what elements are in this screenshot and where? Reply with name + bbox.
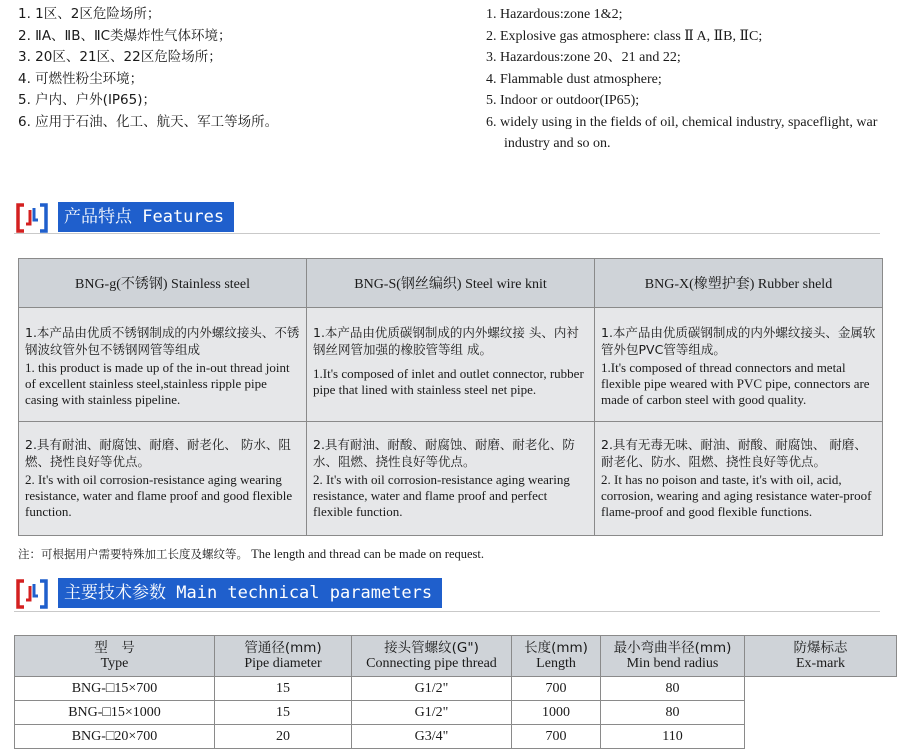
feature-text-zh: 1.本产品由优质碳钢制成的内外螺纹接头、金属软管外包PVC管等组成。 [601, 325, 876, 357]
feature-text-zh: 1.本产品由优质不锈钢制成的内外螺纹接头、不锈钢波纹管外包不锈钢网管等组成 [25, 325, 300, 357]
params-table [14, 635, 897, 749]
list-item: 4. Flammable dust atmosphere; [486, 71, 662, 87]
param-column-header: 防爆标志 Ex-mark [745, 636, 897, 677]
param-column-header: 最小弯曲半径(mm) Min bend radius [601, 636, 745, 677]
feature-text-en: 2. It's with oil corrosion-resistance aging wearing resistance, water and flame proof and good flexible function. [25, 472, 293, 519]
feature-column-header: BNG-g(不锈钢) Stainless steel [19, 259, 307, 308]
feature-text-zh: 2.具有无毒无味、耐油、耐酸、耐腐蚀、 耐磨、耐老化、防水、阻燃、挠性良好等优点。 [601, 437, 867, 469]
feature-text-en: 1.It's composed of thread connectors and metal flexible pipe weared with PVC pipe, connectors are made of carbon steel with good quality. [601, 360, 870, 407]
footnote-en: The length and thread can be made on request. [251, 547, 485, 561]
feature-text-zh: 1.本产品由优质碳钢制成的内外螺纹接 头、内衬钢丝网管加强的橡胶管等组 成。 [313, 325, 579, 357]
section-title: 主要技术参数 Main technical parameters [58, 578, 442, 608]
param-column-header: 管通径(mm) Pipe diameter [215, 636, 352, 677]
list-item: 2. ⅡA、ⅡB、ⅡC类爆炸性气体环境； [18, 27, 232, 44]
feature-cell [19, 308, 307, 422]
param-column-header: 型 号 Type [15, 636, 215, 677]
param-column-header: 接头管螺纹(G") Connecting pipe thread [352, 636, 512, 677]
feature-text-en: 1.It's composed of inlet and outlet connector, rubber pipe that lined with stainless steel net pipe. [313, 366, 584, 397]
feature-column-header: BNG-X(橡塑护套) Rubber sheld [595, 259, 883, 308]
feature-text-en: 2. It has no poison and taste, it's with oil, acid, corrosion, wearing and aging resistance water-proof flame-proof and good flexible functions. [601, 472, 872, 519]
list-item: 3. 20区、21区、22区危险场所； [18, 49, 222, 65]
list-item: 5. Indoor or outdoor(IP65); [486, 93, 640, 108]
table-row: BNG-□15×700 15 G1/2" 700 80 [15, 677, 897, 701]
list-item: 1. Hazardous:zone 1&2; [486, 7, 623, 22]
list-item: 5. 户内、户外(IP65)； [18, 92, 157, 108]
feature-cell [595, 308, 883, 422]
list-item: 2. Explosive gas atmosphere: class Ⅱ A, ⅡB, ⅡC; [486, 28, 763, 44]
feature-text-en: 1. this product is made up of the in-out thread joint of excellent stainless steel,stainless ripple pipe casing with stainless pipeline. [25, 360, 290, 407]
brand-logo-icon [14, 578, 50, 610]
list-item: 1. 1区、2区危险场所； [18, 6, 161, 22]
applications-list-zh [18, 4, 278, 133]
list-item: 4. 可燃性粉尘环境； [18, 70, 144, 87]
footnote [18, 546, 484, 562]
feature-cell [19, 422, 307, 536]
feature-text-zh: 2.具有耐油、耐腐蚀、耐磨、耐老化、 防水、阻燃、挠性良好等优点。 [25, 437, 291, 469]
brand-logo-icon [14, 202, 50, 234]
list-item: 6. 应用于石油、化工、航天、军工等场所。 [18, 113, 279, 130]
list-item: 3. Hazardous:zone 20、21 and 22; [486, 50, 681, 65]
section-title: 产品特点 Features [58, 202, 234, 232]
feature-text-zh: 2.具有耐油、耐酸、耐腐蚀、耐磨、耐老化、防水、阻燃、挠性良好等优点。 [313, 437, 575, 469]
table-row: BNG-□20×700 20 G3/4" 700 110 [15, 725, 897, 749]
applications-list-en [486, 4, 891, 155]
list-item: 6. widely using in the fields of oil, chemical industry, spaceflight, war industry and so on. [486, 114, 878, 151]
feature-text-en: 2. It's with oil corrosion-resistance aging wearing resistance, water and flame proof and perfect flexible function. [313, 472, 570, 519]
feature-cell [595, 422, 883, 536]
feature-column-header: BNG-S(钢丝编织) Steel wire knit [307, 259, 595, 308]
table-row: BNG-□15×1000 15 G1/2" 1000 80 [15, 701, 897, 725]
feature-cell [307, 422, 595, 536]
features-table [18, 258, 883, 536]
param-column-header: 长度(mm) Length [512, 636, 601, 677]
section-divider [14, 611, 880, 612]
footnote-zh: 注：可根据用户需要特殊加工长度及螺纹等。 [18, 547, 248, 561]
section-divider [14, 233, 880, 234]
feature-cell [307, 308, 595, 422]
